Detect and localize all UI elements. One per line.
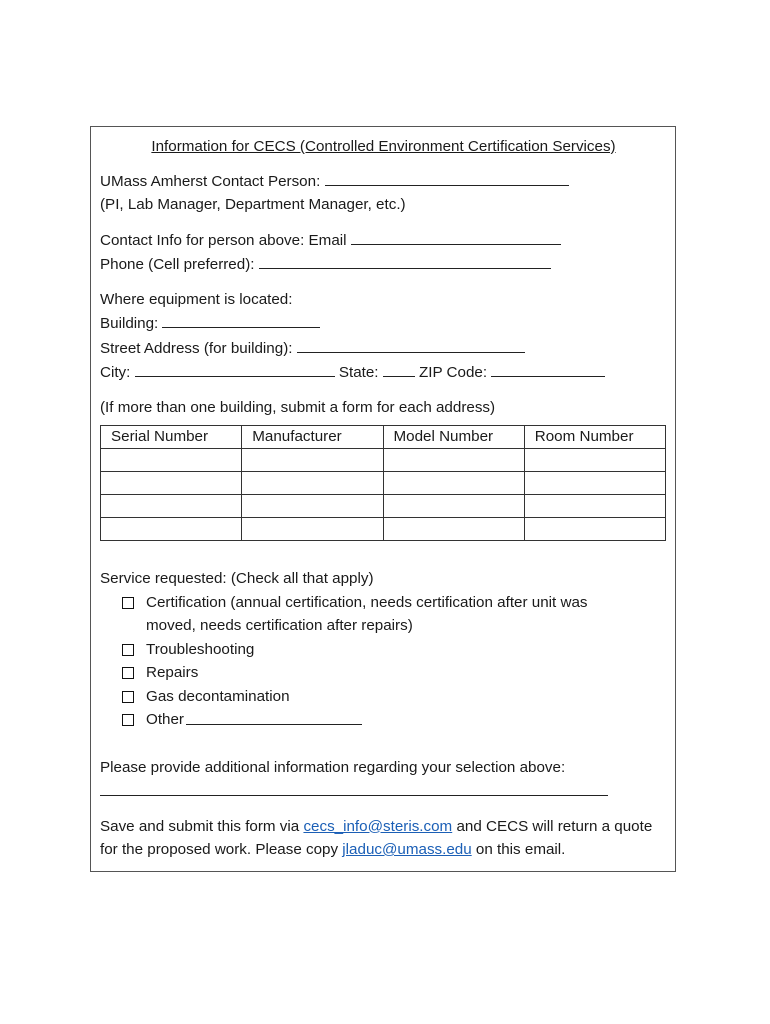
- phone-line: [100, 252, 667, 277]
- table-cell[interactable]: [524, 449, 665, 472]
- form-content: [100, 131, 667, 862]
- additional-info-line: [100, 779, 667, 804]
- steris-email-link[interactable]: cecs_info@steris.com: [303, 817, 453, 835]
- table-cell[interactable]: [101, 495, 242, 518]
- contact-person-label: UMass Amherst Contact Person:: [100, 172, 325, 190]
- checkbox[interactable]: [122, 597, 134, 609]
- table-row: [101, 495, 666, 518]
- checkbox[interactable]: [122, 644, 134, 656]
- city-line: [100, 360, 667, 385]
- header-room-number: Room Number: [524, 426, 665, 449]
- option-certification[interactable]: [122, 591, 667, 638]
- state-label: State:: [338, 364, 383, 381]
- email-line: [100, 228, 667, 253]
- building-field[interactable]: [162, 311, 320, 328]
- option-certification-label: Certification (annual certification, needs certification after unit was moved, needs certification after repairs): [146, 593, 588, 634]
- state-field[interactable]: [383, 360, 415, 377]
- location-heading: Where equipment is located:: [100, 290, 293, 308]
- city-label: City:: [100, 364, 135, 381]
- other-field[interactable]: [186, 708, 362, 725]
- header-model-number: Model Number: [383, 426, 524, 449]
- table-cell[interactable]: [383, 472, 524, 495]
- phone-field[interactable]: [259, 252, 551, 269]
- street-field[interactable]: [297, 336, 525, 353]
- street-line: [100, 336, 667, 361]
- contact-person-line: [100, 169, 667, 194]
- zip-label: ZIP Code:: [418, 364, 492, 381]
- table-cell[interactable]: [524, 495, 665, 518]
- table-row: [101, 518, 666, 541]
- submit-text-1: Save and submit this form via: [100, 817, 304, 835]
- table-cell[interactable]: [524, 472, 665, 495]
- building-line: [100, 311, 667, 336]
- option-other-label: Other: [146, 711, 184, 728]
- option-repairs-label: Repairs: [146, 664, 199, 681]
- service-heading: Service requested: (Check all that apply): [100, 570, 374, 587]
- option-repairs[interactable]: [122, 661, 667, 685]
- option-troubleshooting-label: Troubleshooting: [146, 640, 255, 658]
- submit-text-2: and CECS will return a quote for the proposed work. Please copy: [100, 817, 653, 858]
- option-gas-decontamination[interactable]: [122, 685, 667, 709]
- option-other[interactable]: [122, 708, 667, 732]
- header-manufacturer: Manufacturer: [242, 426, 383, 449]
- table-cell[interactable]: [242, 495, 383, 518]
- table-cell[interactable]: [383, 518, 524, 541]
- form-frame: [90, 126, 676, 872]
- multi-building-note: (If more than one building, submit a form for each address): [100, 398, 496, 416]
- table-cell[interactable]: [242, 472, 383, 495]
- contact-person-note: (PI, Lab Manager, Department Manager, etc.): [100, 196, 406, 213]
- phone-label: Phone (Cell preferred):: [100, 256, 259, 273]
- additional-info-label: Please provide additional information regarding your selection above:: [100, 758, 566, 776]
- option-gas-decontamination-label: Gas decontamination: [146, 687, 290, 705]
- email-label: Contact Info for person above: Email: [100, 231, 351, 249]
- zip-field[interactable]: [491, 360, 605, 377]
- checkbox[interactable]: [122, 691, 134, 703]
- form-title: Information for CECS (Controlled Environment Certification Services): [151, 138, 616, 155]
- building-label: Building:: [100, 315, 163, 332]
- email-field[interactable]: [351, 228, 561, 245]
- table-header-row: [101, 426, 666, 449]
- checkbox[interactable]: [122, 714, 134, 726]
- table-cell[interactable]: [242, 449, 383, 472]
- table-cell[interactable]: [242, 518, 383, 541]
- umass-email-link[interactable]: jladuc@umass.edu: [342, 841, 472, 858]
- street-label: Street Address (for building):: [100, 339, 297, 357]
- table-cell[interactable]: [383, 495, 524, 518]
- table-row: [101, 472, 666, 495]
- submit-instructions: [100, 815, 660, 862]
- table-cell[interactable]: [524, 518, 665, 541]
- checkbox[interactable]: [122, 667, 134, 679]
- table-cell[interactable]: [101, 518, 242, 541]
- table-row: [101, 449, 666, 472]
- additional-info-field[interactable]: [100, 779, 608, 796]
- equipment-table: [100, 425, 666, 541]
- submit-text-3: on this email.: [471, 841, 566, 858]
- header-serial-number: Serial Number: [101, 426, 242, 449]
- table-cell[interactable]: [101, 472, 242, 495]
- option-troubleshooting[interactable]: [122, 638, 667, 662]
- contact-person-field[interactable]: [325, 169, 569, 186]
- city-field[interactable]: [135, 360, 335, 377]
- table-cell[interactable]: [101, 449, 242, 472]
- table-cell[interactable]: [383, 449, 524, 472]
